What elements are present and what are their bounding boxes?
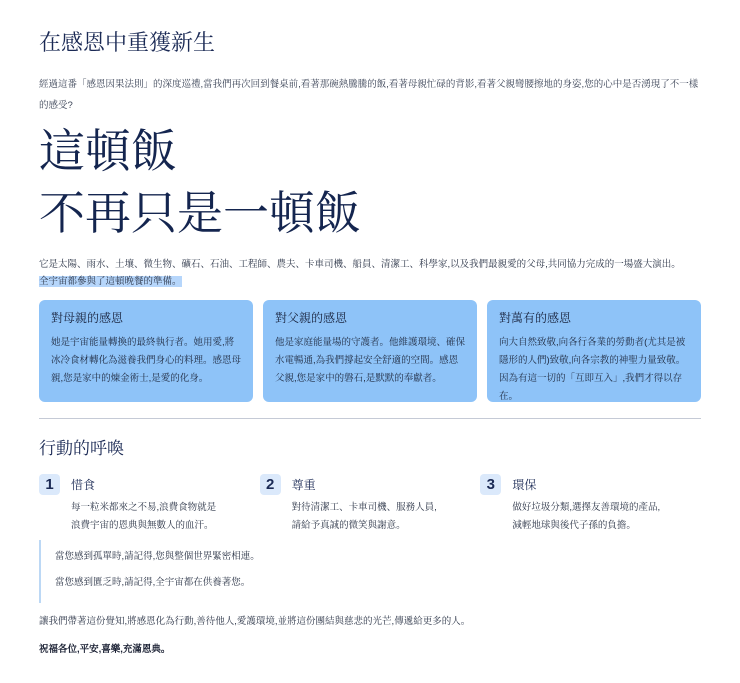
card-body: 她是宇宙能量轉換的最終執行者。她用愛,將冰冷食材轉化為滋養我們身心的料理。感恩母親,您是家中的煉金術士,是愛的化身。	[51, 337, 242, 384]
action-heading: 行動的呼喚	[39, 439, 124, 458]
page-title: 在感恩中重獲新生	[39, 30, 216, 55]
step-1	[39, 474, 260, 535]
card-father	[263, 300, 477, 402]
card-body: 他是家庭能量場的守護者。他維護環境、確保水電暢通,為我們撐起安全舒適的空間。感恩父親,您是家中的磐石,是默默的奉獻者。	[275, 337, 466, 384]
divider	[39, 418, 701, 419]
action-steps	[39, 474, 701, 535]
card-body: 向大自然致敬,向各行各業的勞動者(尤其是被隱形的人們)致敬,向各宗教的神聖力量致敬。因為有這一切的「互即互入」,我們才得以存在。	[499, 337, 686, 402]
card-title: 對母親的感恩	[51, 311, 124, 325]
step-title: 惜食	[71, 478, 96, 492]
step-title: 尊重	[291, 478, 316, 492]
paragraph-text: 它是太陽、雨水、土壤、微生物、礦石、石油、工程師、農夫、卡車司機、船員、清潔工、科學家,以及我們最親愛的父母,共同協力完成的一場盛大演出。	[39, 259, 681, 270]
step-body: 做好垃圾分類,選擇友善環境的產品,減輕地球與後代子孫的負擔。	[512, 502, 661, 531]
step-number-badge: 1	[39, 474, 60, 495]
card-all-beings	[487, 300, 701, 402]
highlighted-text: 全宇宙都參與了這頓晚餐的準備。	[39, 276, 182, 287]
card-mother	[39, 300, 253, 402]
blessing: 祝福各位,平安,喜樂,充滿恩典。	[39, 644, 171, 655]
gratitude-cards	[39, 300, 701, 402]
step-body: 每一粒米都來之不易,浪費食物就是浪費宇宙的恩典與無數人的血汗。	[71, 502, 217, 531]
step-body: 對待清潔工、卡車司機、服務人員,請給予真誠的微笑與謝意。	[291, 502, 437, 531]
quote-line: 當您感到孤單時,請記得,您與整個世界緊密相連。	[55, 551, 260, 562]
step-2	[260, 474, 481, 535]
headline-line-2: 不再只是一頓飯	[39, 187, 361, 239]
quote-line: 當您感到匱乏時,請記得,全宇宙都在供養著您。	[55, 577, 251, 588]
step-number-badge: 3	[480, 474, 501, 495]
body-paragraph	[39, 256, 701, 290]
headline-line-1: 這頓飯	[39, 125, 177, 177]
card-title: 對萬有的感恩	[499, 311, 572, 325]
step-3	[480, 474, 701, 535]
blockquote	[39, 540, 260, 603]
card-title: 對父親的感恩	[275, 311, 348, 325]
step-title: 環保	[512, 478, 537, 492]
intro-paragraph: 經過這番「感恩因果法則」的深度巡禮,當我們再次回到餐桌前,看著那碗熱騰騰的飯,看著母親忙碌的背影,看著父親彎腰擦地的身姿,您的心中是否湧現了不一樣的感受?	[39, 79, 699, 111]
headline	[39, 120, 361, 244]
closing-paragraph: 讓我們帶著這份覺知,將感恩化為行動,善待他人,愛護環境,並將這份團結與慈悲的光芒,傳遞給更多的人。	[39, 616, 471, 627]
step-number-badge: 2	[260, 474, 281, 495]
